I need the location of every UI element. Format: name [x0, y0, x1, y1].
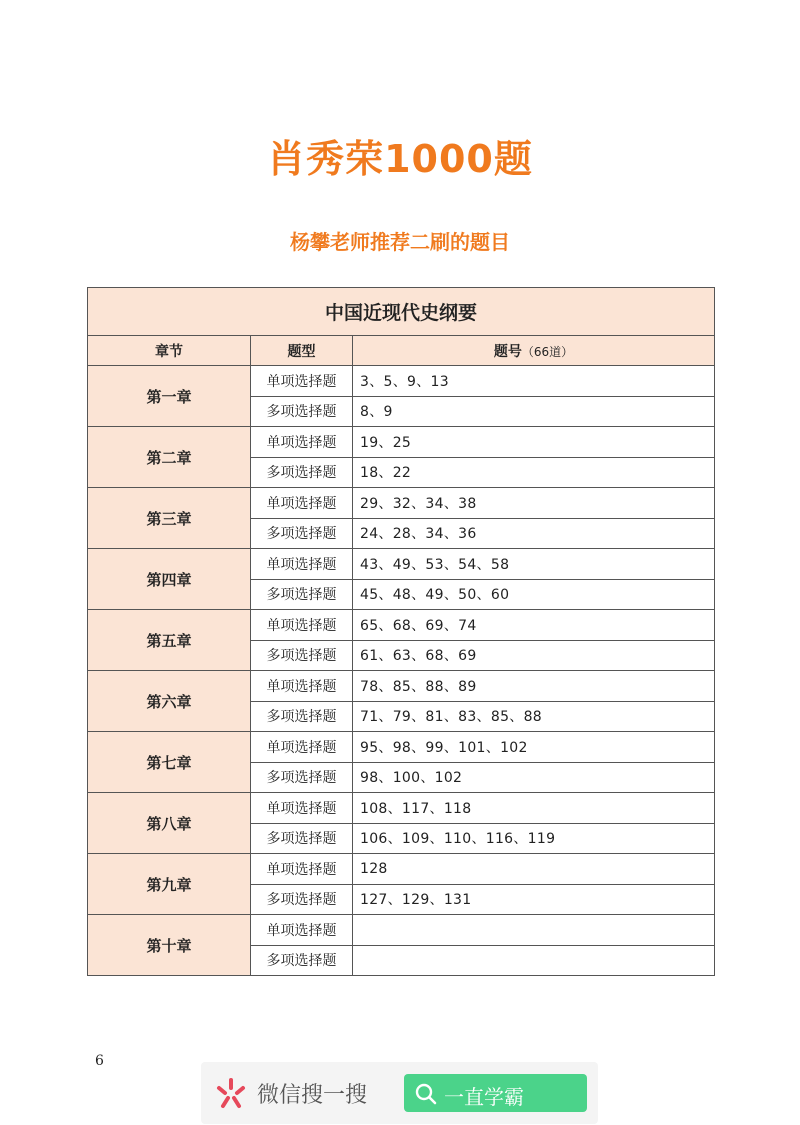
table-row: [88, 671, 715, 702]
single-choice-numbers-cell: 65、68、69、74: [353, 610, 715, 641]
table-row: [88, 732, 715, 763]
column-header-numbers-label: 题号: [493, 343, 522, 360]
type-multiple-choice-cell: 多项选择题: [251, 884, 353, 915]
single-choice-numbers-cell: 29、32、34、38: [353, 488, 715, 519]
table-title: 中国近现代史纲要: [88, 288, 715, 336]
chapter-name-cell: 第八章: [88, 793, 251, 854]
single-choice-numbers-cell: 3、5、9、13: [353, 366, 715, 397]
type-multiple-choice-cell: 多项选择题: [251, 579, 353, 610]
multiple-choice-numbers-cell: 8、9: [353, 396, 715, 427]
type-single-choice-cell: 单项选择题: [251, 671, 353, 702]
type-single-choice-cell: 单项选择题: [251, 549, 353, 580]
column-header-type: 题型: [251, 336, 353, 366]
multiple-choice-numbers-cell: 18、22: [353, 457, 715, 488]
type-single-choice-cell: 单项选择题: [251, 610, 353, 641]
table-title-row: [88, 288, 715, 336]
table-row: [88, 793, 715, 824]
chapter-name-cell: 第九章: [88, 854, 251, 915]
type-multiple-choice-cell: 多项选择题: [251, 518, 353, 549]
single-choice-numbers-cell: 128: [353, 854, 715, 885]
type-multiple-choice-cell: 多项选择题: [251, 823, 353, 854]
column-header-numbers-count: （66道）: [521, 344, 574, 359]
page-title: 肖秀荣1000题: [267, 137, 533, 181]
single-choice-numbers-cell: 19、25: [353, 427, 715, 458]
multiple-choice-numbers-cell: 98、100、102: [353, 762, 715, 793]
type-single-choice-cell: 单项选择题: [251, 366, 353, 397]
chapter-name-cell: 第七章: [88, 732, 251, 793]
type-multiple-choice-cell: 多项选择题: [251, 945, 353, 976]
chapter-name-cell: 第十章: [88, 915, 251, 976]
single-choice-numbers-cell: 108、117、118: [353, 793, 715, 824]
type-multiple-choice-cell: 多项选择题: [251, 457, 353, 488]
search-term-text: 一直学霸: [444, 1085, 524, 1109]
chapter-name-cell: 第二章: [88, 427, 251, 488]
single-choice-numbers-cell: 43、49、53、54、58: [353, 549, 715, 580]
type-multiple-choice-cell: 多项选择题: [251, 701, 353, 732]
multiple-choice-numbers-cell: 45、48、49、50、60: [353, 579, 715, 610]
single-choice-numbers-cell: [353, 915, 715, 946]
single-choice-numbers-cell: 95、98、99、101、102: [353, 732, 715, 763]
column-header-numbers: [353, 336, 715, 366]
multiple-choice-numbers-cell: 106、109、110、116、119: [353, 823, 715, 854]
table-header-row: [88, 336, 715, 366]
wechat-search-logo-icon: [213, 1075, 249, 1111]
table-row: [88, 366, 715, 397]
type-single-choice-cell: 单项选择题: [251, 488, 353, 519]
type-single-choice-cell: 单项选择题: [251, 793, 353, 824]
wechat-search-banner[interactable]: [201, 1062, 598, 1124]
page-subtitle: 杨攀老师推荐二刷的题目: [290, 230, 510, 254]
type-multiple-choice-cell: 多项选择题: [251, 640, 353, 671]
single-choice-numbers-cell: 78、85、88、89: [353, 671, 715, 702]
table-row: [88, 610, 715, 641]
type-single-choice-cell: 单项选择题: [251, 915, 353, 946]
table-row: [88, 427, 715, 458]
type-single-choice-cell: 单项选择题: [251, 427, 353, 458]
table-row: [88, 488, 715, 519]
chapter-name-cell: 第五章: [88, 610, 251, 671]
chapter-name-cell: 第四章: [88, 549, 251, 610]
multiple-choice-numbers-cell: 71、79、81、83、85、88: [353, 701, 715, 732]
page-number: 6: [95, 1053, 104, 1069]
search-term-button[interactable]: [404, 1074, 587, 1112]
multiple-choice-numbers-cell: [353, 945, 715, 976]
table-row: [88, 549, 715, 580]
table-row: [88, 915, 715, 946]
question-table: [87, 287, 715, 976]
table-row: [88, 854, 715, 885]
type-single-choice-cell: 单项选择题: [251, 854, 353, 885]
type-multiple-choice-cell: 多项选择题: [251, 396, 353, 427]
chapter-name-cell: 第一章: [88, 366, 251, 427]
search-icon: [414, 1082, 438, 1106]
chapter-name-cell: 第三章: [88, 488, 251, 549]
multiple-choice-numbers-cell: 24、28、34、36: [353, 518, 715, 549]
wechat-search-label: 微信搜一搜: [257, 1083, 368, 1108]
chapter-name-cell: 第六章: [88, 671, 251, 732]
type-multiple-choice-cell: 多项选择题: [251, 762, 353, 793]
multiple-choice-numbers-cell: 127、129、131: [353, 884, 715, 915]
multiple-choice-numbers-cell: 61、63、68、69: [353, 640, 715, 671]
table-body: [88, 366, 715, 976]
type-single-choice-cell: 单项选择题: [251, 732, 353, 763]
column-header-chapter: 章节: [88, 336, 251, 366]
